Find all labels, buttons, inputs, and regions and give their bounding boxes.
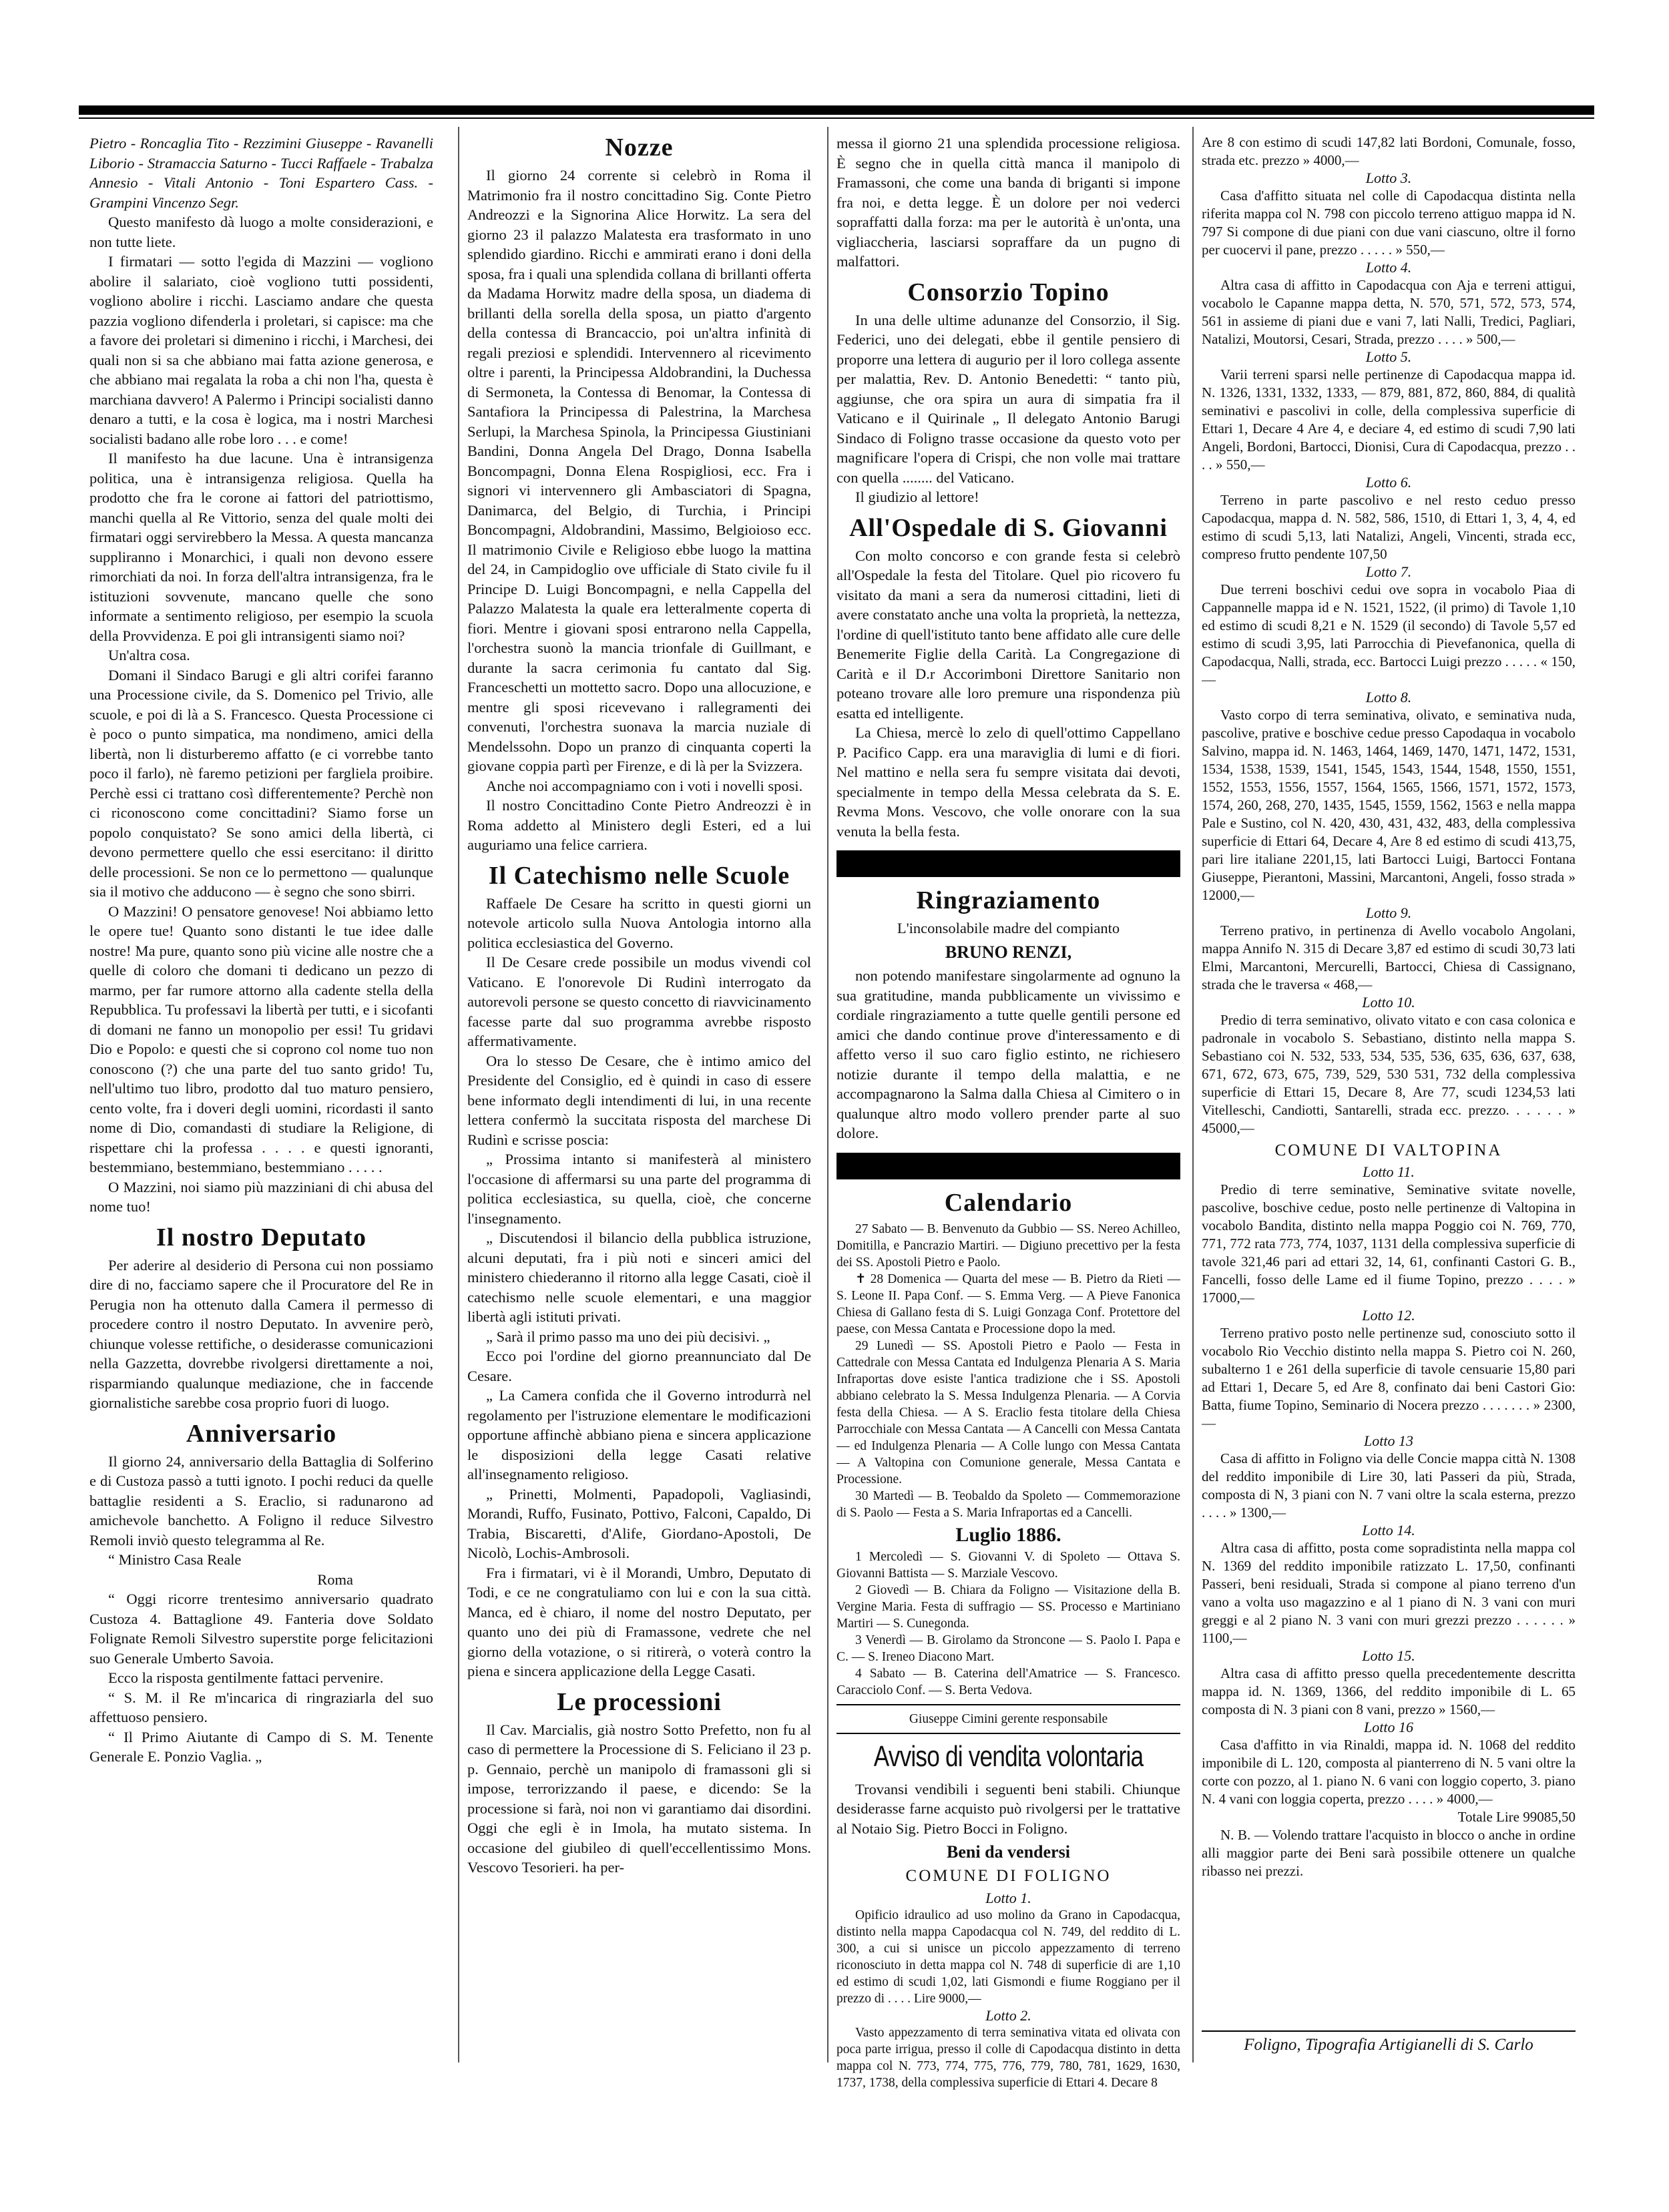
paragraph: Raffaele De Cesare ha scritto in questi giorni un notevole articolo sulla Nuova Antologia intorno alla politica ecclesiastica del Governo. <box>467 894 811 951</box>
paragraph: Ora lo stesso De Cesare, che è intimo amico del Presidente del Consiglio, ed è quindi in caso di essere bene informato degli intendimenti di lui, in una recente lettera confermò la succitata risposta del marchese Di Rudinì e scrisse poscia: <box>467 1052 811 1148</box>
lotto-text: Altra casa di affitto in Capodacqua con Aja e terreni attigui, vocabolo le Capanne mappa detta, N. 570, 571, 572, 573, 574, 561 in assieme di piani due e vani 7, lati Nalli, Tredici, Pagliari, Natalizi, Moutorsi, Cesari, Strada, prezzo . . . . » 500,— <box>1202 277 1576 347</box>
lotto-text: Casa di affitto in Foligno via delle Concie mappa città N. 1308 del reddito imponibile di Lire 30, lati Passeri da più, Strada, composta di N, 3 piani con N. 7 vani oltre la scala esterna, prezzo . . . . » 1300,— <box>1202 1450 1576 1520</box>
heading-nozze: Nozze <box>605 133 674 162</box>
calendar-entry: 27 Sabato — B. Benvenuto da Gubbio — SS. Nereo Achilleo, Domitilla, e Pancrazio Martiri. — Digiuno precettivo per la festa dei SS. Apostoli Pietro e Paolo. <box>837 1221 1180 1270</box>
paragraph: Ecco la risposta gentilmente fattaci pervenire. <box>108 1669 384 1686</box>
heading-processioni: Le processioni <box>557 1687 722 1716</box>
paragraph: Roma <box>317 1571 353 1588</box>
heading-deputato: Il nostro Deputato <box>156 1223 367 1252</box>
column-divider <box>827 127 828 2062</box>
masthead-rule-thick <box>79 105 1594 115</box>
paragraph: “ S. M. il Re m'incarica di ringraziarla del suo affettuoso pensiero. <box>89 1689 433 1725</box>
paragraph: Il giorno 24 corrente si celebrò in Roma il Matrimonio fra il nostro concittadino Sig. Conte Pietro Andreozzi e la Signorina Alice Horwitz. La sera del giorno 23 il palazzo Malatesta era trasformato in uno splendido giardino. Ricchi e ammirati erano i doni della sposa, fra i quali una splendida collana di brillanti offerta da Madama Horwitz madre della sposa, un diadema di brillanti della sorella della sposa, un piatto d'argento della contessa di Brancaccio, poi un'altra infinità di regali preziosi e splendidi. Intervennero al ricevimento oltre i parenti, la Principessa Aldobrandini, la Duchessa di Sermoneta, la Contessa di Benomar, la Contessa di Santafiora la Principessa di Palestrina, la Marchesa Serlupi, la Marchesa Spinola, la Principessa Giustiniani Bandini, Donna Angela Del Drago, Donna Isabella Boncompagni, Donna Elena Rospigliosi, ecc. Fra i signori vi intervennero gli Ambasciatori di Spagna, Danimarca, del Belgio, di Turchia, i Principi Boncompagni, Aldobrandini, Massimo, Belgioioso ecc. Il matrimonio Civile e Religioso ebbe luogo la mattina del 24, in Campidoglio ove ufficiale di Stato civile fu il Principe D. Luigi Boncompagni, e nella Cappella del Palazzo Malatesta la quale era letteralmente coperta di fiori. Mentre i giovani sposi entrarono nella Cappella, l'orchestra suonò la mancia trionfale di Guillmant, e durante la sacra cerimonia fu cantato dal Sig. Franceschetti un mottetto sacro. Dopo una allocuzione, e mentre gli sposi ricevevano i rallegramenti dei convenuti, l'orchestra suonava la marcia nuziale di Mendelssohn. Dopo un pranzo di cinquanta coperti la giovane coppia partì per Firenze, e di là per la Svizzera. <box>467 167 811 774</box>
paragraph: Fra i firmatari, vi è il Morandi, Umbro, Deputato di Todi, e ce ne congratuliamo con lui e con la sua città. Manca, ed è chiaro, il nome del nostro Deputato, per quanto uno dei più di Framassone, vedrete che nel giorno della votazione, o si ritirerà, o voterà contro la piena e sincera applicazione della Legge Casati. <box>467 1564 811 1679</box>
calendar-month: Luglio 1886. <box>955 1523 1061 1546</box>
paragraph: Anche noi accompagniamo con i voti i novelli sposi. <box>486 777 803 794</box>
lotto-text: Altra casa di affitto, posta come sopradistinta nella mappa col N. 1369 del reddito imponibile ratizzato L. 17,50, confinanti Passeri, beni residuali, Strada si compone al piano terreno d'un vano a volta uso magazzino e al 1 piano di N. 3 vani con muri greggi e al 2 piano N. 3 vani con muri grezzi prezzo . . . . . . » 1100,— <box>1202 1540 1576 1646</box>
lotto-text: Due terreni boschivi cedui ove sopra in vocabolo Piaa di Cappannelle mappa id e N. 1521, 1522, (il primo) di Tavole 1,10 ed estimo di scudi 8,21 e N. 1529 (il secondo) di Tavole 5,57 ed estimo di scudi 3,95, lati Parrocchia di Pievefanonica, quella di Capodacqua, Nalli, strada, ecc. Bartocci Luigi prezzo . . . . . « 150,— <box>1202 581 1576 687</box>
lotto-label: Lotto 13 <box>1364 1432 1413 1449</box>
paragraph: Il nostro Concittadino Conte Pietro Andreozzi è in Roma addetto al Ministero degli Esteri, ed a lui auguriamo una felice carriera. <box>467 797 811 853</box>
heading-ringraziamento: Ringraziamento <box>916 886 1101 914</box>
lotto-text: Are 8 con estimo di scudi 147,82 lati Bordoni, Comunale, fosso, strada etc. prezzo » 4000,— <box>1202 134 1576 168</box>
lotto-text: Varii terreni sparsi nelle pertinenze di Capodacqua mappa id. N. 1326, 1331, 1332, 1333, — 879, 881, 872, 860, 884, di qualità seminativi e pascolivi in colle, della complessiva superficie di Ettari 1, Decare 4 Are 4, e deciare 4, ed estimo di scudi 7,90 lati Angeli, Bordoni, Bartocci, Dionisi, Cura di Capodacqua, prezzo . . . . » 550,— <box>1202 366 1576 473</box>
lotto-label: Lotto 8. <box>1365 689 1412 706</box>
paragraph: O Mazzini! O pensatore genovese! Noi abbiamo letto le opere tue! Quanto sono distanti le tue idee dalle nostre! Ma pure, quanto sono più vicine alle nostre che a quelle di coloro che domani ti dedicano un pezzo di marmo, per far rumore attorno alla cadente stella della Repubblica. Tu professavi la libertà per tutti, e i sicofanti di domani ne fanno un monopolio per essi! Tu gridavi Dio e Popolo: e questi che si coprono col nome tuo non conoscono (?) che una parte del tuo santo grido! Tu, nell'ultimo tuo libro, prodotto dal tuo maturo pensiero, cento volte, fra i doveri degli uomini, ricordasti il santo nome di Dio, comandasti di studiare la Religione, di rispettare chi la professa . . . . e questi ignoranti, bestemmiano, bestemmiano, bestemmiano . . . . . <box>89 902 433 1175</box>
lotto-label: Lotto 10. <box>1362 994 1415 1011</box>
divider <box>837 1733 1180 1734</box>
lotto-text: Predio di terre seminative, Seminative svitate novelle, pascolive, boschive cedue, posto nelle pertinenze di Valtopina in vocabolo Bandita, distinto nella mappa Poggio coi N. 769, 770, 771, 772 rata 773, 774, 1037, 1131 della complessiva superficie di tavole 321,46 pari ad ettari 32, 14, 61, confinanti Castori G. B., Fancelli, fosso delle Lame ed il fiume Topino, prezzo . . . . » 17000,— <box>1202 1181 1576 1306</box>
printer-footer: Foligno, Tipografia Artigianelli di S. Carlo <box>1202 2030 1576 2054</box>
heading-ospedale: All'Ospedale di S. Giovanni <box>849 513 1168 542</box>
lotto-text: Terreno prativo posto nelle pertinenze sud, conosciuto sotto il vocabolo Rio Vecchio distinto nella mappa S. Pietro coi N. 260, subalterno 1 e 261 della superficie di tavole censuarie 15,80 pari ad Ettari 1, Decare 5, ed Are 8, confinato dai beni Castori Gio: Batta, fiume Topino, Seminario di Nocera prezzo . . . . . . . » 2300,— <box>1202 1325 1576 1431</box>
masthead-rule-thin <box>79 117 1594 119</box>
gerente-line: Giuseppe Cimini gerente responsabile <box>909 1711 1108 1726</box>
paragraph: Il manifesto ha due lacune. Una è intransigenza politica, una è intransigenza religiosa. Quella ha prodotto che fra le corone ai fattori del patriottismo, manchi quella al Re Vittorio, senza del quale molti dei firmatari oggi servirebbero la Messa. A questa mancanza suppliranno i Monarchici, i quali non devono essere rimorchiati da noi. In forza dell'altra intransigenza, fra le istituzioni sovvenute, mancano quelle che sono informate a sentimento religioso, per esempio la scuola della Provvidenza. E poi gli intransigenti siamo noi? <box>89 450 433 644</box>
column-divider <box>458 127 459 2062</box>
paragraph: O Mazzini, noi siamo più mazziniani di chi abusa del nome tuo! <box>89 1178 433 1215</box>
paragraph: “ Oggi ricorre trentesimo anniversario quadrato Custoza 4. Battaglione 49. Fanteria dove Soldato Folignate Remoli Silvestro superstite porge felicitazioni suo Generale Umberto Savoia. <box>89 1591 433 1667</box>
paragraph: „ Prossima intanto si manifesterà al ministero l'occasione di affermarsi su una parte del programma di politica ecclesiastica, su quella, cioè, che concerne l'insegnamento. <box>467 1151 811 1227</box>
lotto-label: Lotto 14. <box>1362 1522 1415 1539</box>
paragraph: Il De Cesare crede possibile un modus vivendi col Vaticano. E l'onorevole Di Rudinì interrogato da autorevoli persone se questo concetto di riavvicinamento facesse parte dal suo programma avrebbe risposto affermativamente. <box>467 954 811 1049</box>
column-2 <box>467 133 811 1878</box>
paragraph: Trovansi vendibili i seguenti beni stabili. Chiunque desiderasse farne acquisto può rivolgersi per le trattative al Notaio Sig. Pietro Bocci in Foligno. <box>837 1780 1180 1837</box>
black-bar <box>837 1153 1180 1179</box>
lotto-text: Opificio idraulico ad uso molino da Grano in Capodacqua, distinto nella mappa Capodacqua col N. 749, del reddito di L. 300, a cui si unisce un piccolo appezzamento di terreno riconosciuto in detta mappa col N. 748 di superficie di are 1,10 ed estimo di scudi 1,02, lati Gismondi e fiume Roggiano per il prezzo di . . . . Lire 9000,— <box>837 1908 1180 2006</box>
calendar-entry: 4 Sabato — B. Caterina dell'Amatrice — S. Francesco. Caracciolo Conf. — S. Berta Vedova. <box>837 1666 1180 1697</box>
lotto-label: Lotto 9. <box>1365 904 1412 921</box>
lotto-label: Lotto 16 <box>1364 1719 1413 1735</box>
lotto-text: Predio di terra seminativo, olivato vitato e con casa colonica e padronale in vocabolo S. Sebastiano, distinto nella mappa S. Sebastiano coi N. 532, 533, 534, 535, 536, 635, 636, 637, 638, 671, 672, 673, 675, 739, 529, 530 531, 732 della complessiva superficie di Ettari 15, Decare 8, Are 77, scudi 1234,53 lati Vitelleschi, Candiotti, Santarelli, strada ecc. prezzo. . . . . . » 45000,— <box>1202 1012 1576 1136</box>
lotto-label: Lotto 15. <box>1362 1647 1415 1664</box>
paragraph: Un'altra cosa. <box>108 647 190 663</box>
paragraph: Domani il Sindaco Barugi e gli altri corifei faranno una Processione civile, da S. Domenico pel Trivio, alle scuole, e poi di là a S. Francesco. Questa Processione ci è poco o punto simpatica, ma nondimeno, amici della libertà, non li disturberemo affatto (e ci vorrebbe tanto poco il farlo), nè faremo petizioni per fargliela proibire. Perchè essi ci trattano così differentemente? Perchè non ci riconoscono come concittadini? Siamo forse un popolo conquistato? Se sono amici della libertà, ci devono permettere quello che essi esercitano: il diritto delle processioni. Se non ce lo permettono — qualunque sia il motivo che adducono — è segno che sono sbirri. <box>89 666 433 900</box>
paragraph: „ La Camera confida che il Governo introdurrà nel regolamento per l'istruzione elementare le modificazioni opportune affinchè abbiano piena e sincera applicazione le disposizioni della legge Casati relative all'insegnamento religioso. <box>467 1387 811 1482</box>
paragraph: non potendo manifestare singolarmente ad ognuno la sua gratitudine, manda pubblicamente un vivissimo e cordiale ringraziamento a tutte quelle gentili persone ed amici che dando continue prove d'interessamento e di affetto verso il suo caro figlio estinto, ne richiesero notizie durante il tempo della malattia, e ne accompagnarono la Salma dalla Chiesa al Cimitero o in qualunque altro modo vollero prender parte al suo dolore. <box>837 967 1180 1141</box>
calendar-entry: 30 Martedì — B. Teobaldo da Spoleto — Commemorazione di S. Paolo — Festa a S. Maria Infraportas ed a Cancelli. <box>837 1488 1180 1520</box>
lotto-text: Terreno in parte pascolivo e nel resto ceduo presso Capodacqua, mappa d. N. 582, 586, 1510, di Ettari 1, 3, 4, 4, ed estimo di scudi 5,13, lati Natalizi, Angeli, Vincenti, strada ecc, compreso frutto pendente 107,50 <box>1202 492 1576 562</box>
comune-heading: COMUNE DI FOLIGNO <box>905 1866 1112 1885</box>
calendar-entries <box>837 1221 1180 1699</box>
paragraph: La Chiesa, mercè lo zelo di quell'ottimo Cappellano P. Pacifico Capp. era una maraviglia di lumi e di fiori. Nel mattino e nella sera fu sempre visitata dai devoti, specialmente in tempo della Messa celebrata da S. E. Revma Mons. Vescovo, che volle onorare con la sua venuta la bella festa. <box>837 724 1180 840</box>
note: N. B. — Volendo trattare l'acquisto in blocco o anche in ordine alli maggior parte dei Beni sarà possibile ottenere un qualche ribasso nei prezzi. <box>1202 1827 1576 1879</box>
heading-beni: Beni da vendersi <box>947 1842 1070 1862</box>
lotto-label: Lotto 4. <box>1365 259 1412 276</box>
paragraph: Il Cav. Marcialis, già nostro Sotto Prefetto, non fu al caso di permettere la Processione di S. Feliciano il 23 p. p. Gennaio, perchè un manipolo di framassoni gli si impose, terrorizzando il paese, e dicendo: Se la processione si farà, noi non vi garantiamo dai disordini. Oggi che egli è in Imola, ha mutato sistema. In occasione del giubileo di quell'eccellentissimo Mons. Vescovo Tesorieri. ha per- <box>467 1721 811 1876</box>
divider <box>837 1704 1180 1705</box>
lotto-label: Lotto 12. <box>1362 1307 1415 1324</box>
calendar-entry: 1 Mercoledì — S. Giovanni V. di Spoleto — Ottava S. Giovanni Battista — S. Marziale Vescovo. <box>837 1549 1180 1581</box>
paragraph: L'inconsolabile madre del compianto <box>897 920 1120 936</box>
column-divider <box>1192 127 1194 2062</box>
heading-catechismo: Il Catechismo nelle Scuole <box>488 861 790 890</box>
lotto-label: Lotto 6. <box>1365 474 1412 491</box>
paragraph: Questo manifesto dà luogo a molte considerazioni, e non tutte liete. <box>89 214 433 250</box>
paragraph: messa il giorno 21 una splendida processione religiosa. È segno che in quella città manca il manipolo di Framassoni, che come una banda di briganti si impone fra noi, e detta legge. È un dolore per noi vederci sopraffatti dalla forza: ma per le autorità è un'onta, una vigliaccheria, lasciarsi sopraffare da un pugno di malfattori. <box>837 135 1180 270</box>
paragraph: Il giorno 24, anniversario della Battaglia di Solferino e di Custoza passò a tutti ignoto. I pochi reduci da quelle battaglie residenti a S. Eraclio, si radunarono ad amichevole banchetto. A Foligno il reduce Silvestro Remoli inviò questo telegramma al Re. <box>89 1452 433 1549</box>
paragraph: „ Prinetti, Molmenti, Papadopoli, Vagliasindi, Morandi, Ruffo, Fusinato, Pottivo, Falconi, Capaldo, Di Trabia, Biscaretti, d'Alife, Giordano-Apostoli, De Nicolò, Lochis-Ambrosoli. <box>467 1485 811 1561</box>
heading-consorzio: Consorzio Topino <box>907 278 1110 306</box>
calendar-entry: ✝ 28 Domenica — Quarta del mese — B. Pietro da Rieti — S. Leone II. Papa Conf. — S. Emma Verg. — A Pieve Fanonica Chiesa di Gallano festa di S. Luigi Gonzaga Conf. Protettore del paese, con Messa Cantata e Processione dopo la med. <box>837 1272 1180 1336</box>
lotto-label: Lotto 2. <box>985 2007 1031 2024</box>
column-4 <box>1202 133 1576 1880</box>
lotto-label: Lotto 11. <box>1363 1163 1415 1180</box>
calendar-entry: 29 Lunedì — SS. Apostoli Pietro e Paolo — Festa in Cattedrale con Messa Cantata ed Indulgenza Plenaria A S. Maria Infraportas dove esiste l'antica tradizione che i SS. Apostoli abbiano celebrato la S. Messa Indulgenza Plenaria. — A Corvia festa della Chiesa. — A S. Eraclio festa titolare della Chiesa Parrocchiale con Messa Cantata — A Cancelli con Messa Cantata — ed Indulgenza Plenaria — A Colle lungo con Messa Cantata — A Valtopina con Comunione generale, Messa Cantata e Processione. <box>837 1338 1180 1486</box>
column-3 <box>837 133 1180 2091</box>
calendar-entry: 2 Giovedì — B. Chiara da Foligno — Visitazione della B. Vergine Maria. Festa di suffragio — SS. Processo e Martiniano Martiri — S. Cunegonda. <box>837 1583 1180 1631</box>
paragraph: Ecco poi l'ordine del giorno preannunciato dal De Cesare. <box>467 1348 811 1384</box>
paragraph: Con molto concorso e con grande festa si celebrò all'Ospedale la festa del Titolare. Quel pio ricovero fu visitato da mani a sera da numerosi cittadini, lieti di avere constatato anche una volta la proprietà, la nettezza, l'ordine di quell'istituto tanto bene affidato alle cure delle Benemerite Figlie della Carità. La Congregazione di Carità e il D.r Accorimboni Direttore Sanitario non poteano trovare alle loro premure una rispondenza più esatta ed intelligente. <box>837 547 1180 722</box>
lotto-text: Casa d'affitto in via Rinaldi, mappa id. N. 1068 del reddito imponibile di L. 120, composta al pianterreno di N. 5 vani oltre la corte con pozzo, al 1. piano N. 6 vani con loggio coperto, 3. piano N. 4 vani con loggia coperta, prezzo . . . . » 4000,— <box>1202 1737 1576 1807</box>
lotto-text: Terreno prativo, in pertinenza di Avello vocabolo Angolani, mappa Annifo N. 315 di Decare 3,87 ed estimo di scudi 30,73 lati Elmi, Marcantoni, Mercurelli, Bartocci, Chiesa di Cassignano, strada che le traversa « 468,— <box>1202 922 1576 993</box>
heading-avviso: Avviso di vendita volontaria <box>873 1739 1144 1773</box>
calendar-entry: 3 Venerdì — B. Girolamo da Stroncone — S. Paolo I. Papa e C. — S. Ireneo Diacono Mart. <box>837 1633 1180 1664</box>
lotto-label: Lotto 7. <box>1365 563 1412 580</box>
lotto-label: Lotto 1. <box>985 1890 1031 1906</box>
lotto-text: Altra casa di affitto presso quella precedentemente descritta mappa id. N. 1369, 1366, del reddito imponibile di L. 65 composta di N. 3 piani con 8 vani, prezzo » 1560,— <box>1202 1665 1576 1717</box>
paragraph: „ Sarà il primo passo ma uno dei più decisivi. „ <box>486 1328 770 1345</box>
total-line: Totale Lire 99085,50 <box>1457 1809 1576 1825</box>
paragraph: Il giudizio al lettore! <box>855 489 979 505</box>
lotto-text: Vasto corpo di terra seminativa, olivato, e seminativa nuda, pascolive, prative e boschive cedue presso Capodaqua in vocabolo Salvino, mappa id. N. 1463, 1464, 1469, 1470, 1471, 1472, 1531, 1534, 1538, 1539, 1541, 1545, 1543, 1544, 1548, 1550, 1551, 1552, 1553, 1556, 1557, 1564, 1565, 1566, 1571, 1572, 1573, 1574, 260, 268, 270, 1435, 1545, 1559, 1562, 1563 e nella mappa Pale e Sustino, col N. 420, 430, 431, 432, 483, della complessiva superficie di Ettari 64, Decare 4, Are 8 ed estimo di scudi 413,75, pari lire italiane 2201,15, lati Bartocci Luigi, Bartocci Fontana Giuseppe, Pierantoni, Massini, Marcantoni, Angeli, fosso strada » 12000,— <box>1202 707 1576 903</box>
paragraph: Per aderire al desiderio di Persona cui non possiamo dire di no, facciamo sapere che il Procuratore del Re in Perugia non ha ottenuto dalla Camera il permesso di procedere contro il nostro Deputato. In avvenire però, chiunque volesse rettifiche, o desiderasse comunicazioni nella Gazzetta, dovrebbe rivolgersi direttamente a noi, risparmiando qualunque mediazione, che in faccende giornalistiche sarebbe cosa proprio fuori di luogo. <box>89 1256 433 1411</box>
paragraph: “ Ministro Casa Reale <box>108 1551 242 1568</box>
heading-anniversario: Anniversario <box>186 1419 337 1448</box>
heading-calendario: Calendario <box>944 1188 1073 1217</box>
comune-heading: COMUNE DI VALTOPINA <box>1274 1141 1503 1159</box>
paragraph: „ Discutendosi il bilancio della pubblica istruzione, alcuni deputati, fra i più noti e sinceri amici del ministero chiederanno il ritorno alla legge Casati, cioè il catechismo nelle scuole elementari, e una maggior libertà agli istituti privati. <box>467 1229 811 1325</box>
deceased-name: BRUNO RENZI, <box>945 942 1072 962</box>
column-1 <box>89 133 433 1767</box>
paragraph: In una delle ultime adunanze del Consorzio, il Sig. Federici, uno dei delegati, ebbe il gentile pensiero di proporre una lettera di augurio per il loro collega assente per malattia, Rev. D. Antonio Benedetti: “ tanto più, aggiunse, che ora spira un aura di simpatia fra il Vaticano e il Quirinale „ Il delegato Antonio Barugi Sindaco di Foligno trasse occasione da questo voto per magnificare l'opera di Crispi, che non volle mai trattare con quella ........ del Vaticano. <box>837 311 1180 486</box>
lotto-label: Lotto 5. <box>1365 348 1412 365</box>
lotto-label: Lotto 3. <box>1365 170 1412 186</box>
lotto-text: Casa d'affitto situata nel colle di Capodacqua distinta nella riferita mappa col N. 798 con piccolo terreno attiguo mappa id N. 797 Si compone di due piani con due vani ciascuno, oltre il forno per cuocervi il pane, prezzo . . . . . » 550,— <box>1202 188 1576 258</box>
signers-list: Pietro - Roncaglia Tito - Rezzimini Giuseppe - Ravanelli Liborio - Stramaccia Saturno - Tucci Raffaele - Trabalza Annesio - Vitali Antonio - Toni Espartero Cass. - Grampini Vincenzo Segr. <box>89 135 433 211</box>
paragraph: I firmatari — sotto l'egida di Mazzini — vogliono abolire il salariato, cioè vogliono tutti possidenti, vogliono abolire i ricchi. Lasciamo andare che questa pazzia vogliono difenderla i proletari, si capisce: ma che a favore dei proletari si dimenino i ricchi, i Marchesi, dei quali non si sa che abbiano mai fatta azione generosa, e che abbiano mai regalata la roba a chi non l'ha, questa è marchiana davvero! A Palermo i Principi socialisti danno denaro a tutti, e la cosa è logica, ma i nostri Marchesi socialisti badano alle robe loro . . . e come! <box>89 253 433 447</box>
lotto-text: Vasto appezzamento di terra seminativa vitata ed olivata con poca parte irrigua, presso il colle di Capodacqua distinto in detta mappa col N. 773, 774, 775, 776, 779, 780, 781, 1629, 1630, 1737, 1738, della complessiva superficie di Ettari 4. Decare 8 <box>837 2026 1180 2090</box>
black-bar <box>837 850 1180 877</box>
paragraph: “ Il Primo Aiutante di Campo di S. M. Tenente Generale E. Ponzio Vaglia. „ <box>89 1728 433 1765</box>
